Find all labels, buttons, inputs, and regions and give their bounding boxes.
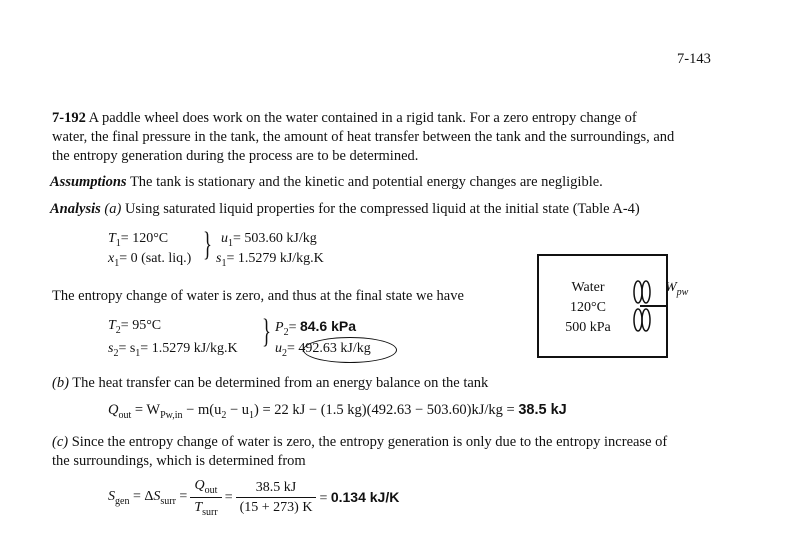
tank-label-pressure: 500 kPa — [565, 320, 611, 335]
part-c-line-2: the surroundings, which is determined from — [52, 453, 306, 469]
entropy-generation-result: 0.134 kJ/K — [330, 488, 400, 505]
state1-u1: $u_1= 503.60$ kJ/kg — [221, 231, 317, 249]
paddle-wheel-icon — [628, 276, 668, 336]
u2-circle-annotation — [303, 337, 397, 363]
heat-transfer-result: 38.5 kJ — [518, 402, 567, 418]
fraction-q-over-t: $\frac{Q_{out}}{T_{surr}}$ — [190, 478, 221, 518]
problem-line-2: water, the final pressure in the tank, the amount of heat transfer between the tank and the surroundings, and — [52, 129, 675, 145]
problem-line-3: the entropy generation during the process are to be determined. — [52, 148, 419, 164]
page-number: 7-143 — [677, 51, 711, 67]
state1-T1: $T_1= 120^\circ C$ — [108, 231, 169, 249]
assumptions-label: Assumptions — [50, 174, 127, 190]
analysis-label: Analysis — [50, 201, 101, 217]
state2-P2: $P_2= 84.6$ kPa — [275, 318, 357, 338]
tank-label-water: Water — [571, 280, 605, 295]
part-b — [52, 375, 488, 392]
analysis — [50, 201, 640, 218]
state2-T2: $T_2= 95^\circ C$ — [108, 318, 162, 336]
brace-state1: } — [203, 226, 212, 263]
tank-label-temp: 120°C — [570, 300, 606, 315]
state1-x1: $x_1= 0$ (sat. liq.) — [108, 251, 192, 269]
problem-number: 7-192 — [52, 110, 86, 126]
entropy-change-text: The entropy change of water is zero, and thus at the final state we have — [52, 288, 464, 304]
part-a-label: (a) — [104, 201, 122, 217]
work-label: $W_{pw}$ — [665, 280, 689, 298]
problem-statement — [52, 110, 637, 127]
problem-line-1: A paddle wheel does work on the water contained in a rigid tank. For a zero entropy change of — [88, 110, 637, 126]
part-c-line-1: (c) Since the entropy change of water is zero, the entropy generation is only due to the entropy increase of — [52, 434, 668, 450]
state2-u2: $u_2= 492.63$ kJ/kg — [275, 341, 371, 359]
entropy-generation-equation: $S_{gen} = \Delta S_{surr}$ = $\frac{Q_{out}}{T_{surr}}$ = $\frac{38.5 kJ}{(15 + 273) K}$ = 0.134 kJ/K — [108, 478, 400, 518]
assumptions-text: The tank is stationary and the kinetic and potential energy changes are negligible. — [129, 174, 603, 190]
part-b-equation: $Q_{out} = W_{Pw,in} - m(u_2 - u_1) = 22$ kJ − (1.5 kg)(492.63 − 503.60)kJ/kg = 38.5 kJ — [108, 402, 567, 421]
state1-s1: $s_1= 1.5279$ kJ/kg.K — [216, 251, 324, 269]
part-b-text: The heat transfer can be determined from an energy balance on the tank — [72, 375, 489, 391]
assumptions — [50, 174, 603, 191]
brace-state2: } — [262, 313, 271, 350]
fraction-numeric: $\frac{38.5 kJ}{(15 + 273) K}$ — [236, 480, 317, 516]
part-b-label: (b) — [52, 375, 69, 391]
analysis-text: Using saturated liquid properties for the compressed liquid at the initial state (Table A-4) — [124, 201, 640, 217]
state2-s2: $s_2= s_1= 1.5279$ kJ/kg.K — [108, 341, 238, 359]
part-c-label: (c) — [52, 434, 69, 450]
